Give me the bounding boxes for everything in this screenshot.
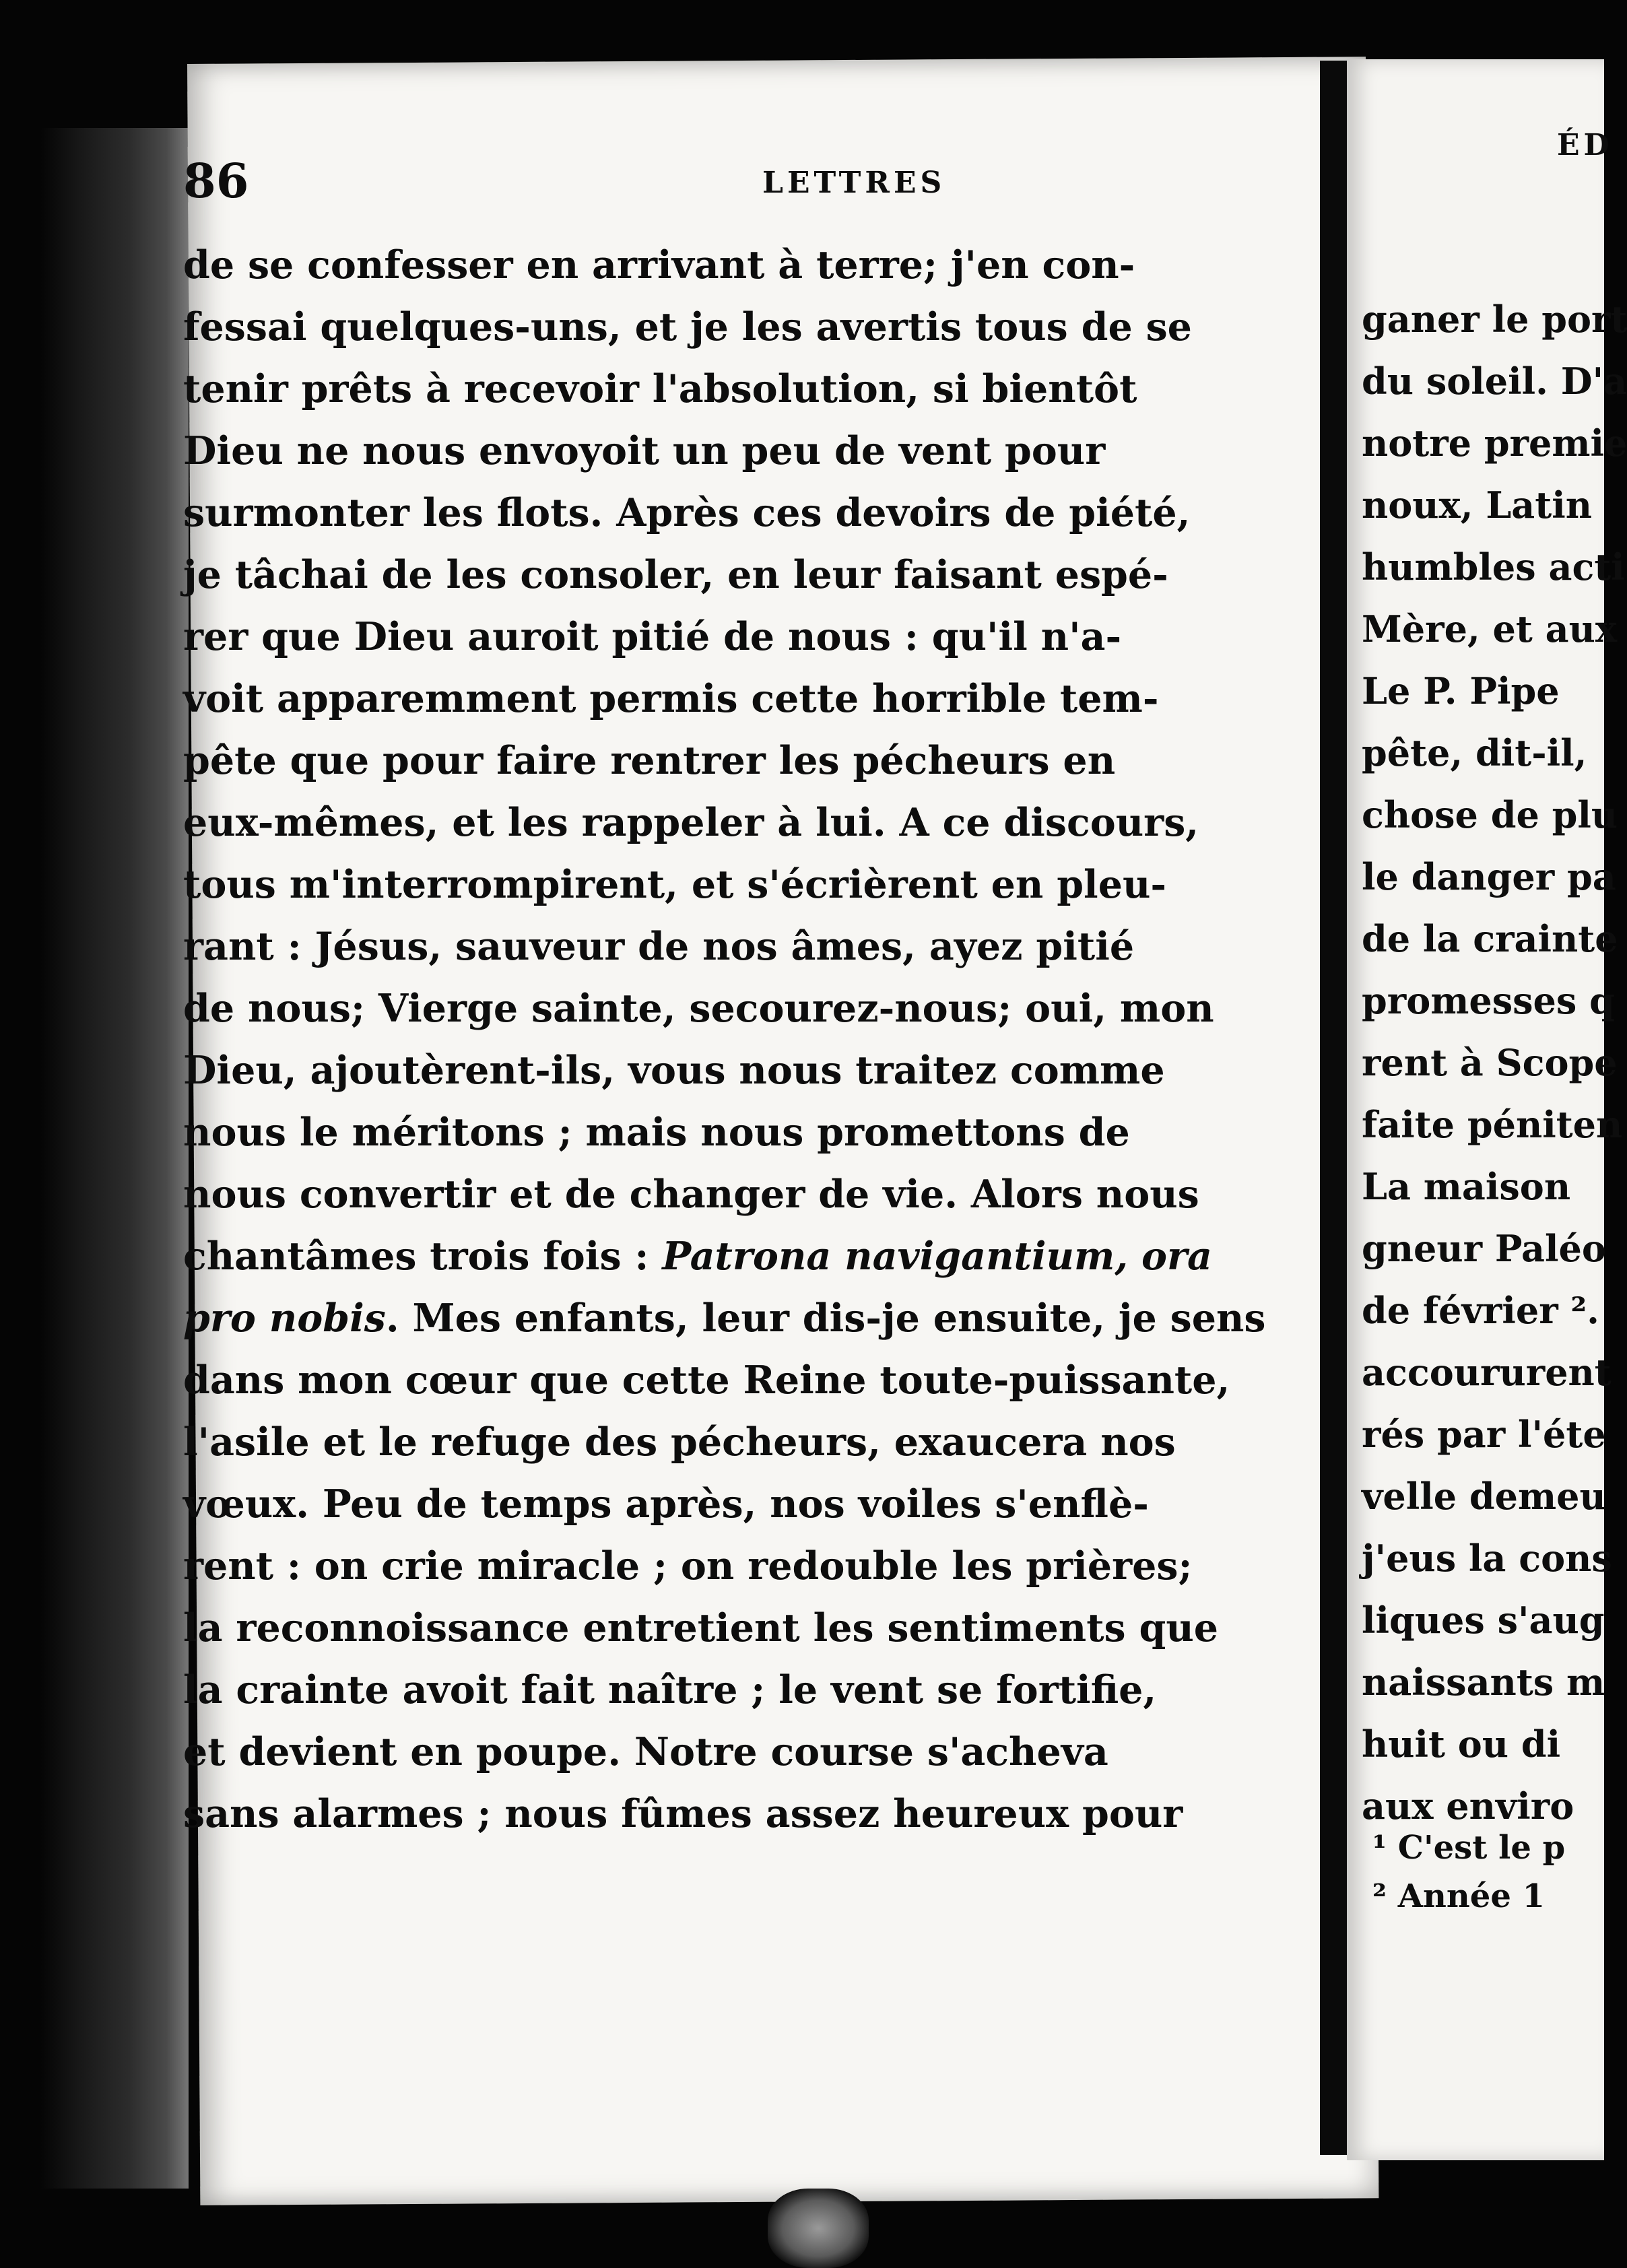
text-line: Le P. Pipe (1362, 669, 1560, 712)
text-line: la crainte avoit fait naître ; le vent se fortifie, (183, 1667, 1157, 1712)
right-page (1347, 59, 1627, 2160)
text-line: promesses q (1362, 979, 1615, 1022)
text-line: pête, dit-il, (1362, 731, 1587, 774)
text-line: de nous; Vierge sainte, secourez-nous; oui, mon (183, 986, 1214, 1031)
text-line: vœux. Peu de temps après, nos voiles s'enflè- (183, 1481, 1149, 1527)
scan-artifact (768, 2189, 869, 2268)
text-line: du soleil. D'a (1362, 360, 1627, 403)
text-line: Dieu ne nous envoyoit un peu de vent pour (183, 428, 1106, 473)
text-line: Mère, et aux (1362, 607, 1618, 651)
text-line: le danger pa (1362, 855, 1616, 898)
text-line: ganer le port (1362, 298, 1627, 341)
footnotes (1372, 1824, 1601, 1921)
text-line: huit ou di (1362, 1723, 1561, 1766)
text-line: de la crainte (1362, 917, 1618, 960)
footnote: ¹ C'est le p (1372, 1829, 1566, 1867)
italic-phrase: pro nobis (183, 1296, 386, 1341)
text-line: noux, Latin (1362, 483, 1593, 527)
text-line: pête que pour faire rentrer les pécheurs en (183, 738, 1116, 783)
text-line: rer que Dieu auroit pitié de nous : qu'il n'a- (183, 614, 1122, 659)
text-span: chantâmes trois fois : (183, 1234, 649, 1279)
text-line: accoururent (1362, 1351, 1612, 1394)
text-line: fessai quelques-uns, et je les avertis tous de se (183, 304, 1192, 349)
text-line: faite péniten (1362, 1103, 1623, 1146)
text-line: l'asile et le refuge des pécheurs, exaucera nos (183, 1420, 1176, 1465)
text-line: je tâchai de les consoler, en leur faisant espé- (183, 552, 1168, 597)
text-line: j'eus la cons (1362, 1537, 1612, 1580)
text-line: velle demeu (1362, 1475, 1606, 1518)
text-line: nous convertir et de changer de vie. Alors nous (183, 1172, 1199, 1217)
text-line: chose de plu (1362, 793, 1618, 836)
page-header (183, 100, 1126, 209)
text-line: liques s'aug (1362, 1599, 1605, 1642)
text-line: et devient en poupe. Notre course s'acheva (183, 1729, 1108, 1774)
text-line: naissants m (1362, 1661, 1605, 1704)
text-line: pro nobis. Mes enfants, leur dis-je ensuite, je sens (183, 1296, 1266, 1341)
text-line: rent à Scope (1362, 1041, 1618, 1084)
text-line: rés par l'éte (1362, 1413, 1606, 1456)
text-line: tenir prêts à recevoir l'absolution, si bientôt (183, 366, 1137, 411)
text-line: rent : on crie miracle ; on redouble les prières; (183, 1543, 1193, 1589)
running-title: LETTRES (762, 166, 946, 200)
left-page-text (183, 234, 1341, 1845)
text-line: eux-mêmes, et les rappeler à lui. A ce discours, (183, 800, 1199, 845)
text-line: de se confesser en arrivant à terre; j'en con- (183, 242, 1135, 288)
text-line: nous le méritons ; mais nous promettons de (183, 1110, 1130, 1155)
book-spine-shadow (40, 128, 189, 2189)
italic-phrase: Patrona navigantium, ora (662, 1234, 1212, 1279)
text-line: Dieu, ajoutèrent-ils, vous nous traitez comme (183, 1048, 1165, 1093)
text-line: gneur Paléo (1362, 1227, 1606, 1270)
text-line: la reconnoissance entretient les sentiments que (183, 1605, 1219, 1650)
text-line: de février ². (1362, 1289, 1599, 1332)
footnote: ² Année 1 (1372, 1877, 1545, 1915)
text-line: rant : Jésus, sauveur de nos âmes, ayez pitié (183, 924, 1135, 969)
text-line: surmonter les flots. Après ces devoirs de piété, (183, 490, 1191, 535)
text-line: humbles acti (1362, 545, 1625, 589)
text-line: La maison (1362, 1165, 1571, 1208)
text-line: dans mon cœur que cette Reine toute-puissante, (183, 1358, 1230, 1403)
right-running-title: ÉD (1557, 128, 1614, 162)
text-line: aux enviro (1362, 1785, 1574, 1828)
right-page-text (1362, 288, 1627, 1837)
text-line-with-italic (183, 1226, 1341, 1288)
text-line: tous m'interrompirent, et s'écrièrent en pleu- (183, 862, 1167, 907)
text-line: sans alarmes ; nous fûmes assez heureux pour (183, 1791, 1183, 1836)
text-line: voit apparemment permis cette horrible tem- (183, 676, 1159, 721)
text-line: notre premie (1362, 422, 1627, 465)
page-number: 86 (183, 153, 249, 209)
